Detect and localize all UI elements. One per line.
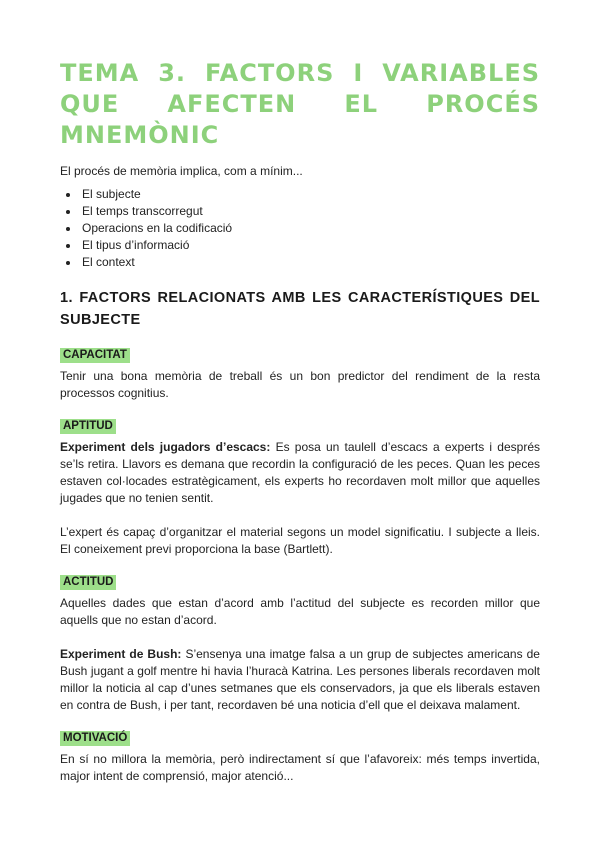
aptitud-experiment-paragraph bbox=[60, 439, 540, 507]
aptitud-experiment-title: Experiment dels jugadors d’escacs: bbox=[60, 440, 271, 454]
list-item: • El temps transcorregut bbox=[80, 203, 540, 220]
actitud-experiment-text: S’ensenya una imatge falsa a un grup de subjectes americans de Bush jugant a golf mentre hi havia l’huracà Katrina. Les persones liberals recordaven molt millor la noticia al cap d’unes setmanes que els conservadors, ja que els liberals estaven en contra de Bush, i per tant, recordaven bé una noticia d’ell que el deixava malament. bbox=[60, 647, 540, 712]
list-item: • El context bbox=[80, 254, 540, 271]
actitud-experiment-paragraph bbox=[60, 646, 540, 714]
capacitat-label-wrap bbox=[60, 345, 540, 363]
aptitud-experiment-text: Es posa un taulell d’escacs a experts i després se’ls retira. Llavors es demana que recordin la configuració de les peces. Quan les peces estaven col·locades estratègicament, els experts ho recordaven molt millor que aquelles jugades que no tenien sentit. bbox=[60, 440, 540, 505]
motivacio-label: MOTIVACIÓ bbox=[60, 731, 130, 746]
bullet-list bbox=[60, 186, 540, 271]
page-title: TEMA 3. FACTORS I VARIABLES QUE AFECTEN EL PROCÉS MNEMÒNIC bbox=[60, 59, 540, 149]
actitud-text: Aquelles dades que estan d’acord amb l’actitud del subjecte es recorden millor que aquells que no estan d’acord. bbox=[60, 596, 540, 627]
motivacio-label-wrap bbox=[60, 728, 540, 746]
capacitat-text: Tenir una bona memòria de treball és un bon predictor del rendiment de la resta processos cognitius. bbox=[60, 369, 540, 400]
actitud-label: ACTITUD bbox=[60, 575, 116, 590]
aptitud-text: L’expert és capaç d’organitzar el material segons un model significatiu. I subjecte a lleis. El coneixement previ proporciona la base (Bartlett). bbox=[60, 525, 540, 556]
capacitat-label: CAPACITAT bbox=[60, 348, 130, 363]
intro-text: El procés de memòria implica, com a mínim... bbox=[60, 164, 303, 178]
list-item: • El subjecte bbox=[80, 186, 540, 203]
list-item: • Operacions en la codificació bbox=[80, 220, 540, 237]
actitud-label-wrap bbox=[60, 572, 540, 590]
aptitud-label-wrap bbox=[60, 416, 540, 434]
list-item: • El tipus d’informació bbox=[80, 237, 540, 254]
actitud-experiment-title: Experiment de Bush: bbox=[60, 647, 182, 661]
section-title: 1. FACTORS RELACIONATS AMB LES CARACTERÍSTIQUES DEL SUBJECTE bbox=[60, 290, 540, 328]
motivacio-text: En sí no millora la memòria, però indirectament sí que l’afavoreix: més temps invertida, major intent de comprensió, major atenció... bbox=[60, 752, 540, 783]
document-page bbox=[60, 58, 540, 785]
aptitud-label: APTITUD bbox=[60, 419, 116, 434]
